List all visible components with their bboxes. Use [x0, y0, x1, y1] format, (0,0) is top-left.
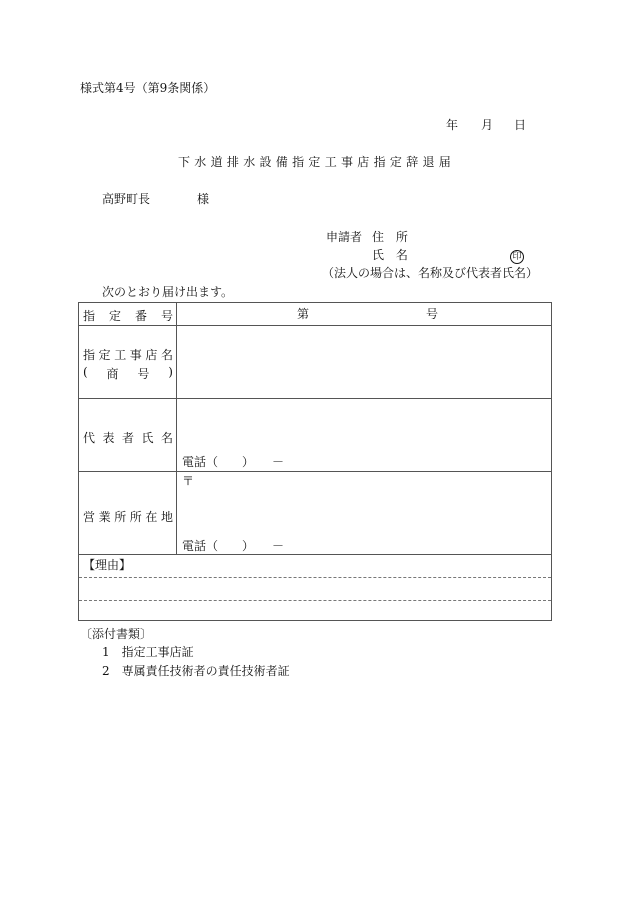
- number-dai: 第: [297, 307, 310, 321]
- form-number: 様式第4号（第9条関係）: [80, 81, 216, 95]
- applicant-label: 申請者: [326, 230, 363, 244]
- seal-mark: [510, 248, 524, 264]
- name-label: 氏 名: [372, 248, 412, 262]
- attachment-item: 2 専属責任技術者の責任技術者証: [102, 664, 290, 678]
- designation-number-label: 指 定 番 号: [83, 309, 173, 323]
- date-month: 月: [481, 118, 494, 132]
- addressee-honorific: 様: [197, 192, 210, 206]
- designation-number-field[interactable]: [177, 326, 551, 398]
- representative-label: 代 表 者 氏 名: [83, 431, 173, 445]
- shop-name-label: 指 定 工 事 店 名: [83, 348, 173, 362]
- number-go: 号: [426, 307, 439, 321]
- addressee-name: 高野町長: [102, 192, 151, 206]
- form-table: [78, 302, 552, 621]
- corporate-note: （法人の場合は、名称及び代表者氏名）: [322, 266, 539, 280]
- attachment-item: 1 指定工事店証: [102, 645, 194, 659]
- document-title: 下水道排水設備指定工事店指定辞退届: [178, 155, 456, 169]
- trade-name-label: ( 商 号 ): [83, 365, 173, 381]
- intro-text: 次のとおり届け出ます。: [102, 285, 234, 299]
- office-address-label: 営 業 所 所 在 地: [83, 510, 173, 524]
- reason-label: 【理由】: [83, 558, 132, 572]
- address-label: 住 所: [372, 230, 412, 244]
- seal-icon: 印: [510, 250, 524, 264]
- date-year: 年: [446, 118, 459, 132]
- representative-phone: 電話（ ） －: [182, 455, 285, 469]
- attachments-heading: 〔添付書類〕: [80, 627, 153, 641]
- postal-mark: 〒: [182, 474, 195, 488]
- date-day: 日: [514, 118, 527, 132]
- office-phone: 電話（ ） －: [182, 539, 285, 553]
